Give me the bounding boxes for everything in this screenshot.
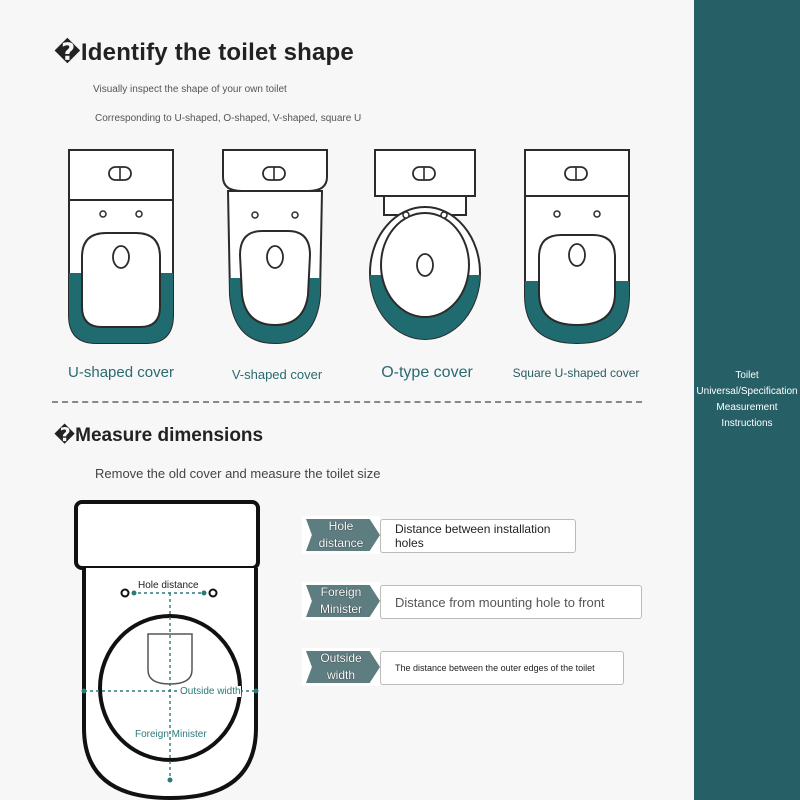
square-u-shaped-toilet-illustration <box>521 145 633 350</box>
legend-tag <box>302 648 380 686</box>
label-o-type-cover: O-type cover <box>381 364 473 381</box>
section-divider <box>52 401 642 403</box>
legend-tag <box>302 516 380 554</box>
legend-description: The distance between the outer edges of the toilet <box>380 651 624 685</box>
legend-description: Distance from mounting hole to front <box>380 585 642 619</box>
heading-measure-dimensions: �Measure dimensions <box>54 425 264 446</box>
diagram-outside-width-label: Outside width <box>180 686 241 697</box>
label-u-shaped-cover: U-shaped cover <box>68 364 174 381</box>
heading-identify-shape: �Identify the toilet shape <box>54 39 354 66</box>
intro-inspect: Visually inspect the shape of your own toilet <box>93 84 287 95</box>
sidebar-title: Toilet Universal/Specification Measurement Instructions <box>696 370 798 429</box>
v-shaped-toilet-illustration <box>220 145 330 350</box>
measurement-diagram <box>70 498 270 800</box>
o-type-toilet-illustration <box>368 145 486 350</box>
legend-tag-label: Outside width <box>320 651 362 682</box>
legend-tag <box>302 582 380 620</box>
label-v-shaped-cover: V-shaped cover <box>231 367 323 382</box>
legend-description: Distance between installation holes <box>380 519 576 553</box>
legend-tag-label: Foreign Minister <box>319 585 362 616</box>
legend-tag-label: Hole distance <box>318 519 364 550</box>
u-shaped-toilet-illustration <box>66 145 176 350</box>
diagram-hole-distance-label: Hole distance <box>138 580 199 591</box>
diagram-foreign-minister-label: Foreign Minister <box>135 729 207 740</box>
sidebar-panel <box>694 0 800 800</box>
intro-corresponding: Corresponding to U-shaped, O-shaped, V-shaped, square U <box>95 113 362 124</box>
intro-remove-old-cover: Remove the old cover and measure the toilet size <box>95 466 381 481</box>
label-square-u-shaped-cover: Square U-shaped cover <box>512 366 640 380</box>
